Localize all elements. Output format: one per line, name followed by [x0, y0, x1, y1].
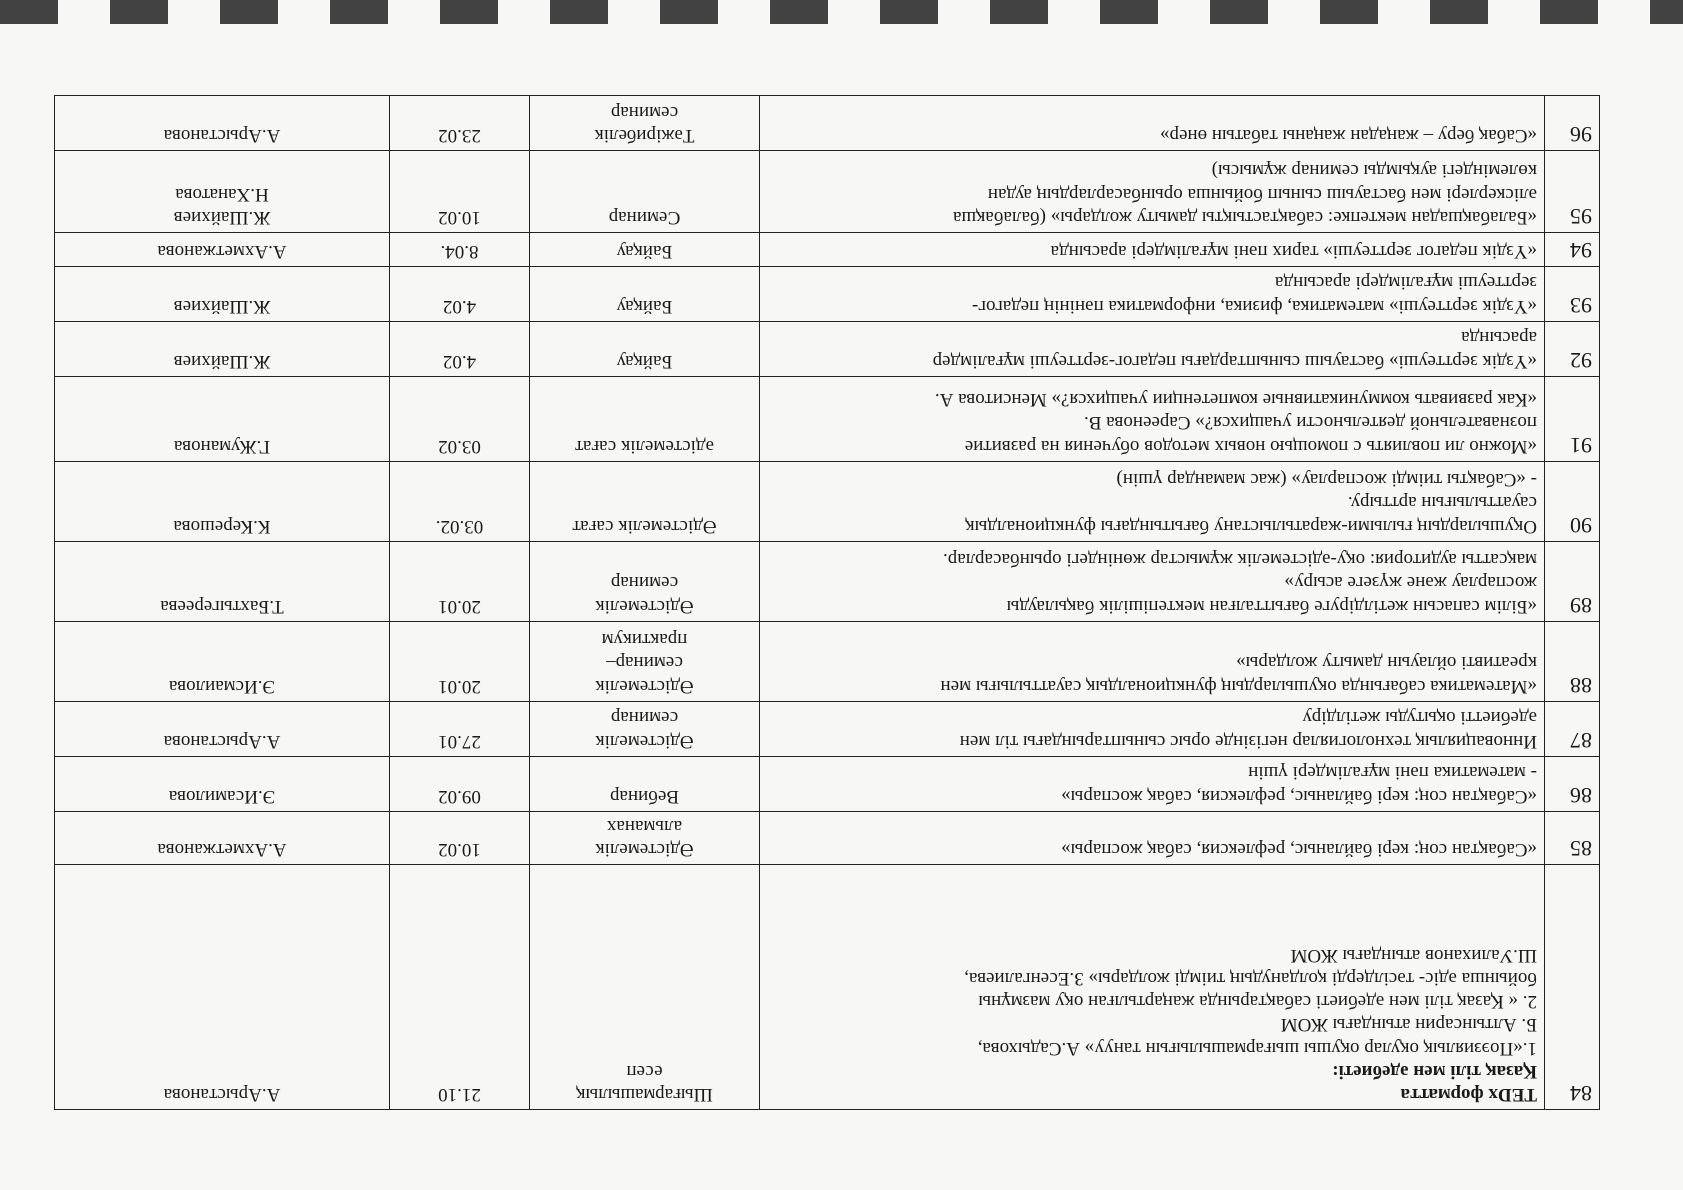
row-date: 8.04.	[390, 232, 530, 266]
row-number: 90	[1545, 461, 1600, 541]
row-date: 09.02	[390, 756, 530, 811]
row-topic: «Білім сапасын жетілдіруге бағытталған мектепішілік бақылауды жоспарлау және жүзеге асыру» мақсатты аудитория: оқу-әдістемелік жұмыстар жөніндегі орынбасарлар.	[760, 541, 1545, 621]
row-author: А.Ахметжанова	[55, 232, 390, 266]
row-date: 03.02.	[390, 461, 530, 541]
table-row	[55, 150, 1600, 232]
row-number: 92	[1545, 321, 1600, 376]
row-number: 88	[1545, 621, 1600, 701]
events-table	[54, 95, 1600, 1110]
row-topic: «Үздік педагог зерттеуші» тарих пәні мұғалімдері арасында	[760, 232, 1545, 266]
row-form: Шығармашылық есеп	[530, 865, 760, 1110]
table-row	[55, 756, 1600, 811]
row-number: 86	[1545, 756, 1600, 811]
row-date: 10.02	[390, 811, 530, 864]
row-topic: Оқушылардың ғылыми-жаратылыстану бағытындағы функционалдық сауаттылығын арттыру. - «Сабақты тиімді жоспарлау» (жас мамандар үшін)	[760, 461, 1545, 541]
row-topic: «Можно ли повлиять с помощью новых методов обучения на развитие познавательной деятельности учащихся?» Сареенова В. «Как развивать коммуникативные компетенции учащихся?» Менситова А.	[760, 376, 1545, 461]
row-number: 87	[1545, 701, 1600, 756]
row-date: 27.01	[390, 701, 530, 756]
events-table-body	[55, 95, 1600, 1109]
table-row	[55, 865, 1600, 1110]
row-form: Әдістемелік альманах	[530, 811, 760, 864]
scan-edge-marks	[0, 0, 1683, 24]
row-topic: «Үздік зерттеуші» математика, физика, информатика пәнінің педагог- зерттеуші мұғалімдері арасында	[760, 266, 1545, 321]
row-form: Әдістемелік семинар	[530, 541, 760, 621]
row-author: Ж.Шайхиев	[55, 321, 390, 376]
row-number: 85	[1545, 811, 1600, 864]
row-form: әдістемелік сағат	[530, 376, 760, 461]
row-topic	[760, 865, 1545, 1110]
row-number: 95	[1545, 150, 1600, 232]
row-number: 96	[1545, 95, 1600, 150]
row-topic-body: 1.«Поэзиялық оқулар оқушы шығармашылығын тануу» А.Садыхова, Б. Алтынсарин атындағы ЖОМ 2. « Қазақ тілі мен әдебиеті сабақтарында жаңартылған оқу мазмұны бойынша әдіс- тәсілдерді қолданудың тиімді жолдары» З.Есенгалиева, Ш.Уалиханов атындағы ЖОМ	[964, 944, 1537, 1059]
row-author: Э.Исмаилова	[55, 621, 390, 701]
row-topic-heading: TEDx форматта Қазақ тілі мен әдебиеті:	[1332, 1060, 1537, 1105]
row-form: Байқау	[530, 321, 760, 376]
row-author: К.Керешова	[55, 461, 390, 541]
row-number: 94	[1545, 232, 1600, 266]
row-form: Әдістемелік семинар	[530, 701, 760, 756]
row-date: 20.01	[390, 621, 530, 701]
row-author: А.Арыстанова	[55, 95, 390, 150]
row-date: 23.02	[390, 95, 530, 150]
table-row	[55, 266, 1600, 321]
row-topic: Инновациялық технологиялар негізінде орыс сыныптарындағы тіл мен әдебиетті оқытуды жетілдіру	[760, 701, 1545, 756]
row-author: Э.Исамилова	[55, 756, 390, 811]
row-number: 93	[1545, 266, 1600, 321]
row-author: Т.Бахтыгереева	[55, 541, 390, 621]
row-author: А.Арыстанова	[55, 865, 390, 1110]
row-number: 89	[1545, 541, 1600, 621]
row-form: Әдістемелік сағат	[530, 461, 760, 541]
row-topic: «Математика сабағында оқушылардың функционалдық сауаттылығы мен креативті ойлауын дамыту жолдары»	[760, 621, 1545, 701]
table-row	[55, 461, 1600, 541]
row-form: Әдістемелік семинар– практикум	[530, 621, 760, 701]
row-date: 4.02	[390, 321, 530, 376]
row-number: 91	[1545, 376, 1600, 461]
row-author: Г.Жуманова	[55, 376, 390, 461]
table-row	[55, 621, 1600, 701]
row-date: 4.02	[390, 266, 530, 321]
row-form: Семинар	[530, 150, 760, 232]
row-number: 84	[1545, 865, 1600, 1110]
scanned-page-rotated	[55, 75, 1600, 1110]
row-date: 21.10	[390, 865, 530, 1110]
row-form: Тәжірибелік семинар	[530, 95, 760, 150]
table-row	[55, 95, 1600, 150]
table-row	[55, 541, 1600, 621]
row-form: Байқау	[530, 266, 760, 321]
table-row	[55, 321, 1600, 376]
row-topic: «Сабақ беру – жаңадан жаңаны табатын өнер»	[760, 95, 1545, 150]
table-row	[55, 811, 1600, 864]
row-date: 03.02	[390, 376, 530, 461]
row-date: 20.01	[390, 541, 530, 621]
row-author: А.Ахметжанова	[55, 811, 390, 864]
row-topic: «Балабақшадан мектепке: сабақтастықты дамыту жолдары» (балабақша әліскерлері мен бастауыш сынып бойынша орынбасарлардың аудан көлеміндегі ауқымды семинар жұмысы)	[760, 150, 1545, 232]
table-row	[55, 701, 1600, 756]
table-row	[55, 376, 1600, 461]
table-row	[55, 232, 1600, 266]
row-topic: «Сабақтан соң: кері байланыс, рефлексия, сабақ жоспары»	[760, 811, 1545, 864]
row-author: Ж.Шайхиев Н.Ханатова	[55, 150, 390, 232]
row-author: Ж.Шайхиев	[55, 266, 390, 321]
row-author: А.Арыстанова	[55, 701, 390, 756]
row-form: Байқау	[530, 232, 760, 266]
row-topic: «Сабақтан соң: кері байланыс, рефлексия, сабақ жоспары» - математика пәні мұғалімдері үшін	[760, 756, 1545, 811]
row-form: Вебинар	[530, 756, 760, 811]
row-topic: «Үздік зерттеуші» бастауыш сыныптардағы педагог-зерттеуші мұғалімдер арасында	[760, 321, 1545, 376]
row-date: 10.02	[390, 150, 530, 232]
